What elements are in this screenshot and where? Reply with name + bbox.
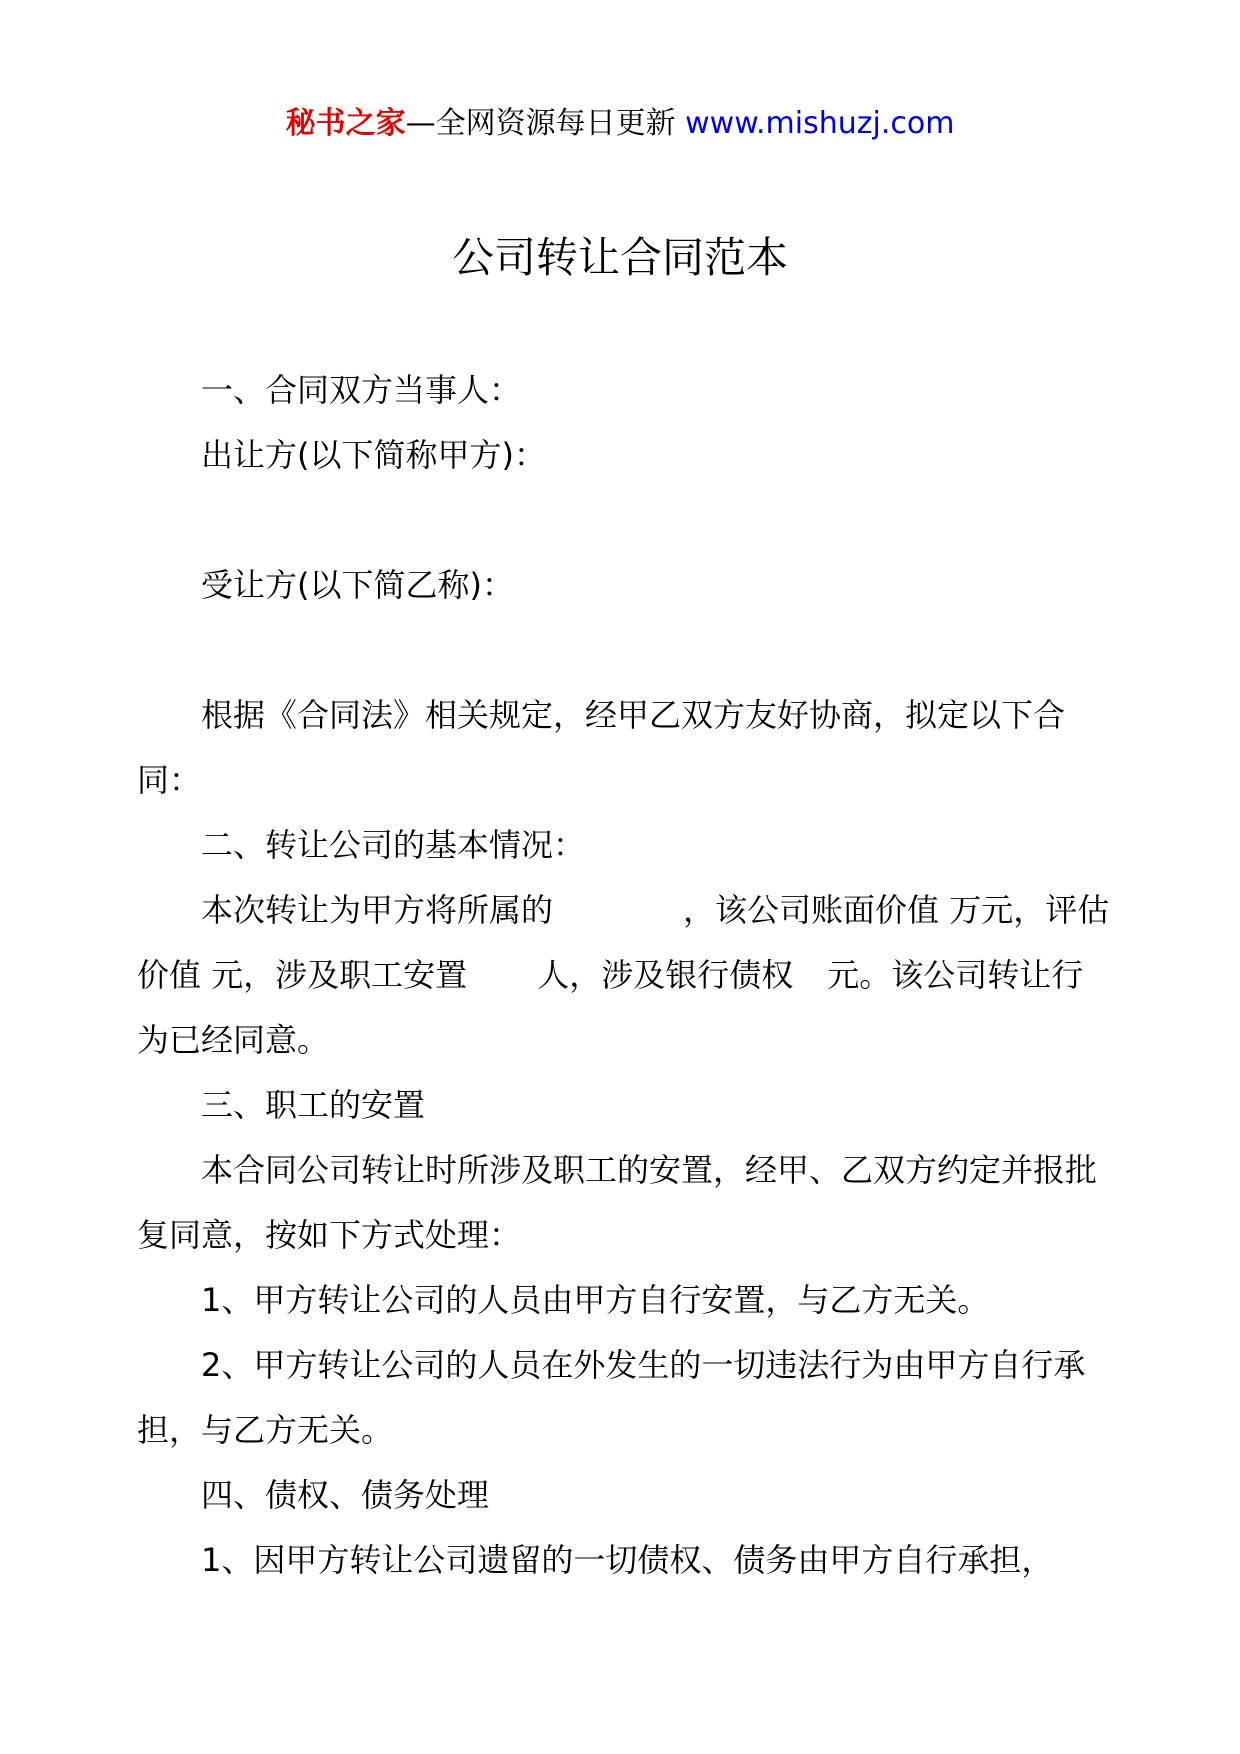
blank-line bbox=[137, 618, 1112, 683]
site-url-link[interactable]: www.mishuzj.com bbox=[685, 106, 955, 141]
staff-clause-1: 1、甲方转让公司的人员由甲方自行安置，与乙方无关。 bbox=[201, 1281, 990, 1319]
section-debt-heading: 四、债权、债务处理 bbox=[201, 1476, 490, 1514]
section-staff-heading: 三、职工的安置 bbox=[201, 1086, 426, 1124]
transferee-line: 受让方(以下简乙称)： bbox=[201, 566, 514, 604]
debt-clause-1: 1、因甲方转让公司遗留的一切债权、债务由甲方自行承担， bbox=[201, 1541, 1054, 1579]
section-parties-heading: 一、合同双方当事人： bbox=[201, 371, 522, 409]
document-title: 公司转让合同范本 bbox=[451, 233, 788, 282]
preamble-paragraph: 根据《合同法》相关规定，经甲乙双方友好协商，拟定以下合同： bbox=[137, 696, 1066, 799]
document-body bbox=[137, 358, 1112, 1593]
header-tagline: —全网资源每日更新 bbox=[405, 106, 686, 141]
company-details-part-4: 元。该公司转让行为已经同意。 bbox=[137, 956, 1084, 1059]
staff-clause-2: 2、甲方转让公司的人员在外发生的一切违法行为由甲方自行承担，与乙方无关。 bbox=[137, 1346, 1086, 1449]
company-details-paragraph bbox=[137, 878, 1112, 1073]
section-company-heading: 二、转让公司的基本情况： bbox=[201, 826, 586, 864]
company-details-part-2: ，该公司账面价值 万元，评估价值 元，涉及职工安置 bbox=[137, 891, 1110, 994]
company-details-part-1: 本次转让为甲方将所属的 bbox=[201, 891, 554, 929]
site-header bbox=[0, 100, 1240, 148]
brand-name: 秘书之家 bbox=[285, 106, 406, 141]
staff-intro-paragraph: 本合同公司转让时所涉及职工的安置，经甲、乙双方约定并报批复同意，按如下方式处理： bbox=[137, 1151, 1098, 1254]
blank-line bbox=[137, 488, 1112, 553]
transferor-line: 出让方(以下简称甲方)： bbox=[201, 436, 546, 474]
company-details-part-3: 人，涉及银行债权 bbox=[537, 956, 794, 994]
